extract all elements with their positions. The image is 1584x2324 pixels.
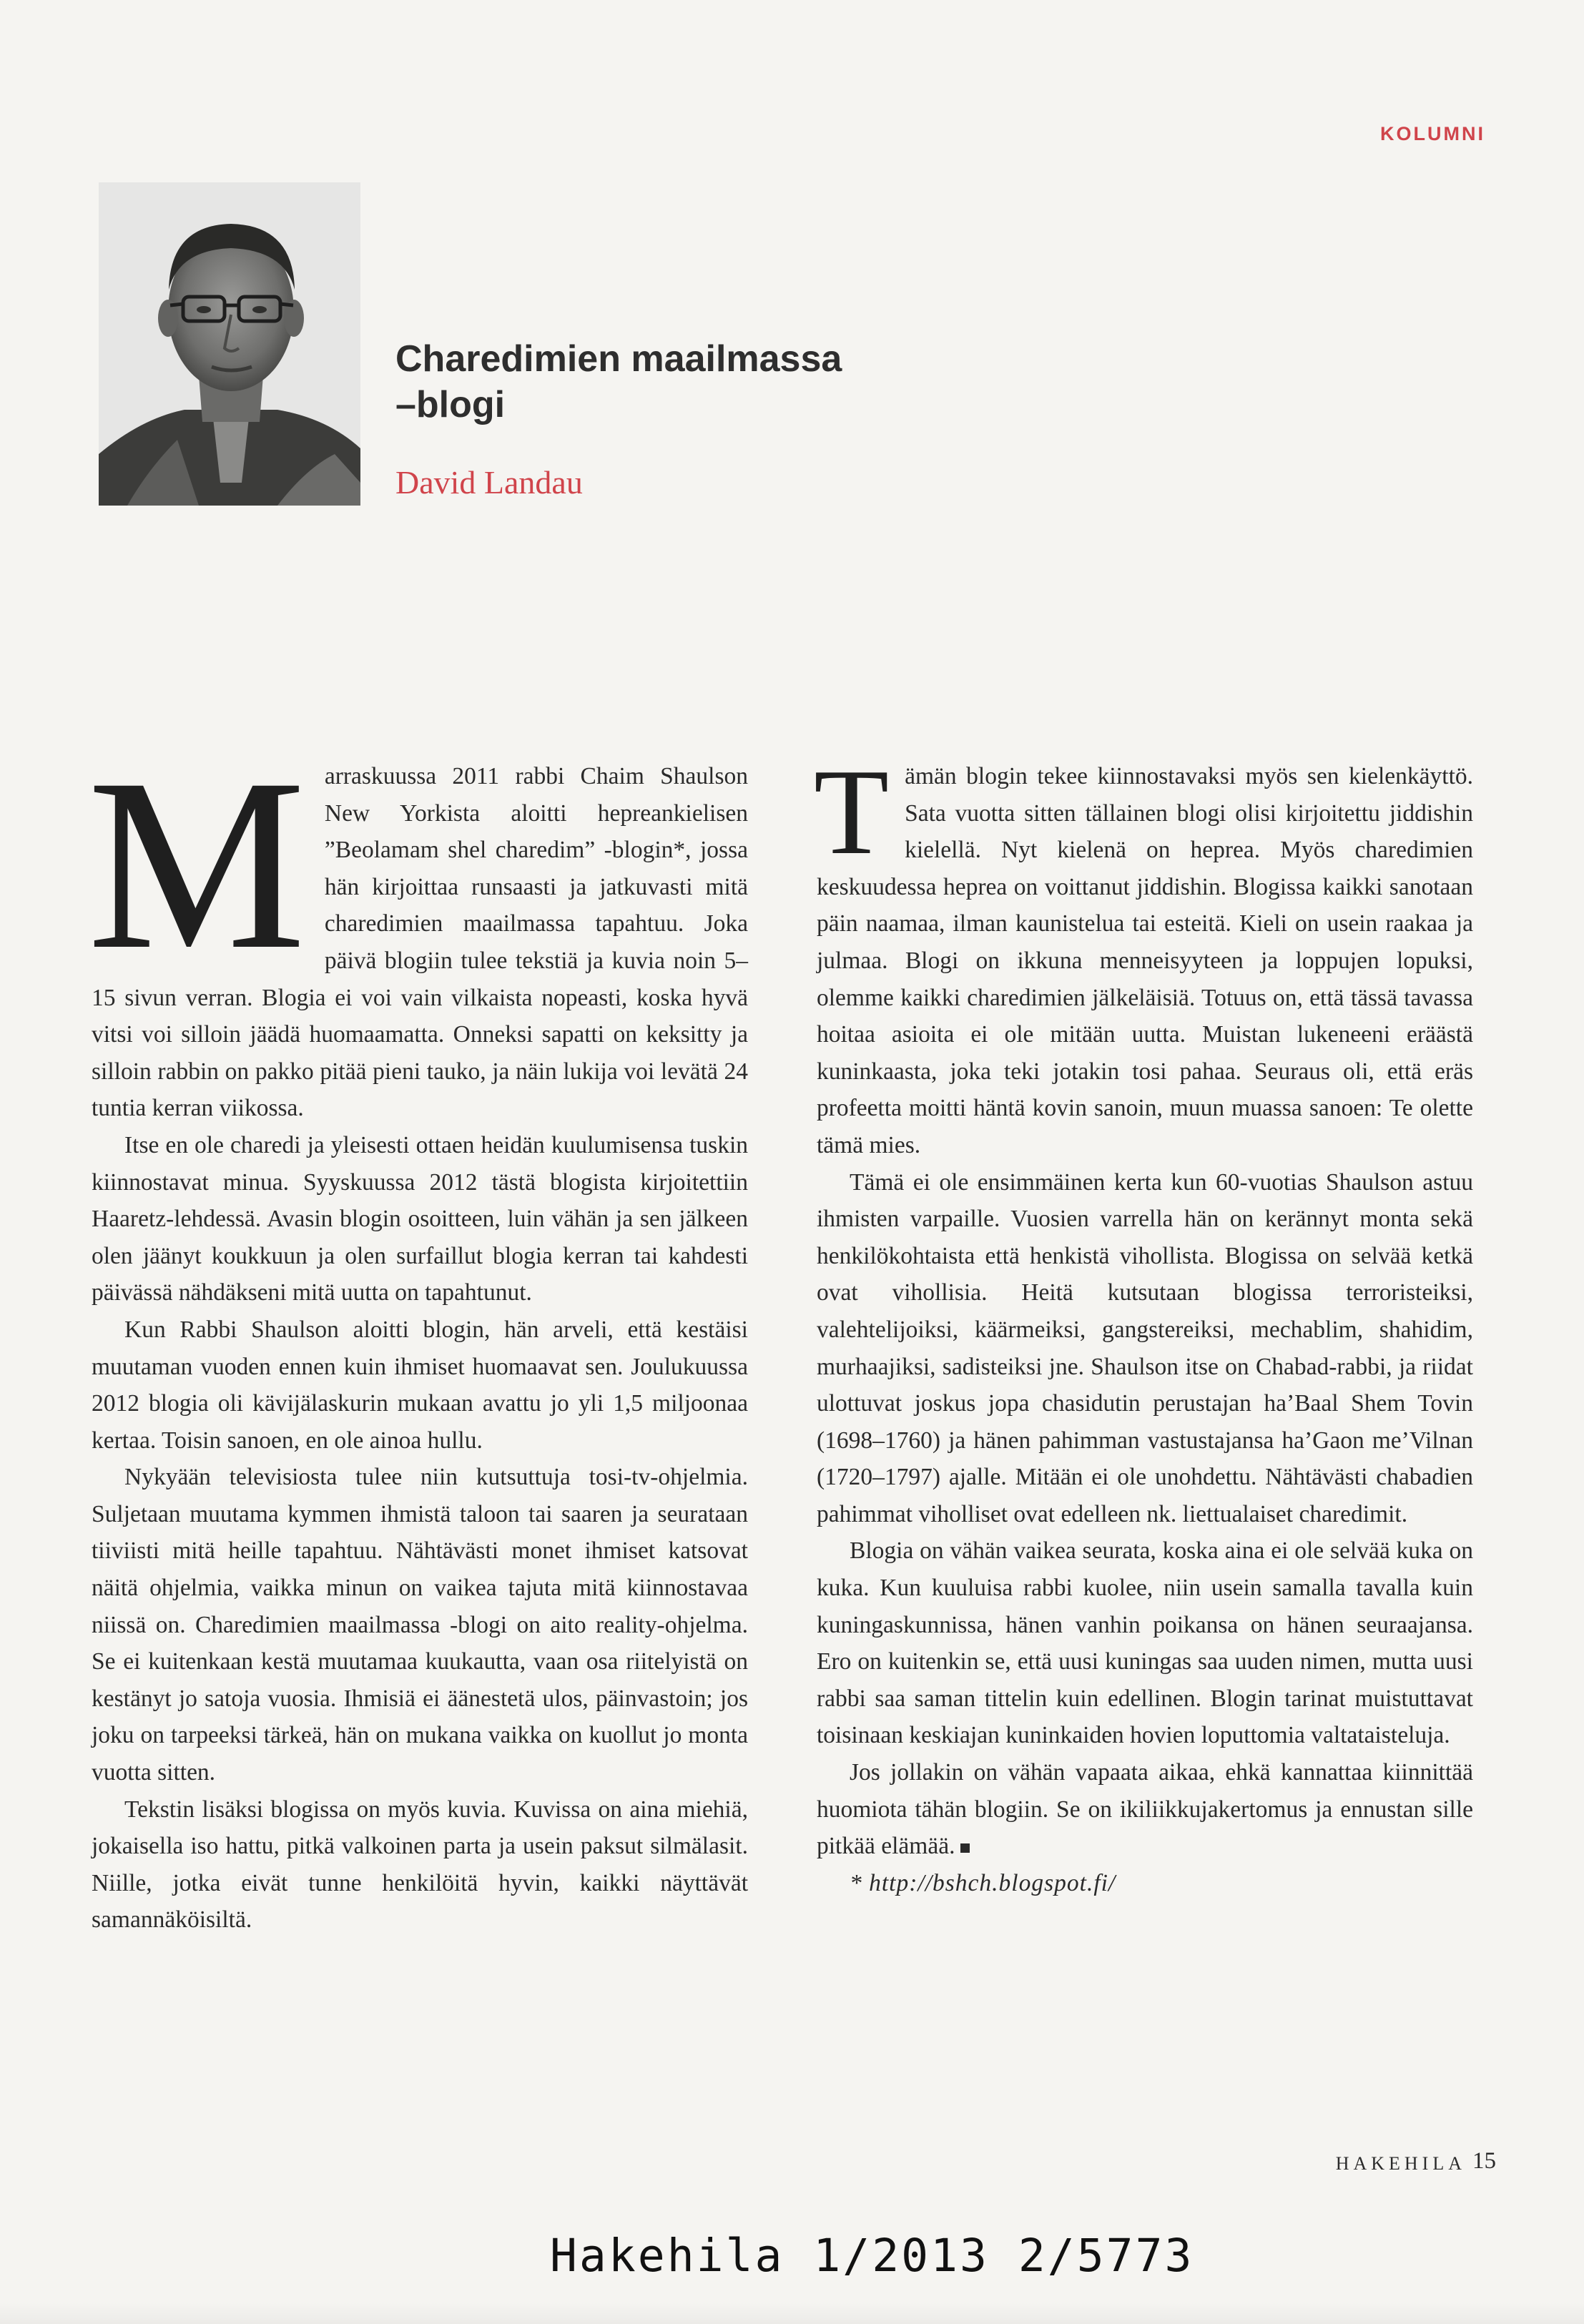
issue-stamp: Hakehila 1/2013 2/5773 [550,2230,1194,2282]
drop-cap: T [814,744,890,880]
author-byline: David Landau [395,464,583,501]
author-photo [99,182,360,506]
article-column-right [814,744,1473,1901]
paragraph-7: Tämä ei ole ensimmäinen kerta kun 60-vuotias Shaulson astuu ihmisten varpaille. Vuosien varrella hän on kerännyt monta sekä henkilökohtaista että henkistä vihollista. Blogissa on selvää ketkä ovat vihollisia. Heitä kutsutaan blogissa terroristeiksi, valehtelijoiksi, käärmeiksi, gangstereiksi, mechablim, shahidim, murhaajiksi, sadisteiksi jne. Shaulson itse on Chabad-rabbi, ja riidat ulottuvat joskus jopa chasidutin perustajan ha’Baal Shem Tovin (1698–1760) ja hänen pahimman vastustajansa ha’Gaon me’Vilnan (1720–1797) ajalle. Mitään ei ole unohdettu. Nähtävästi chabadien pahimmat viholliset ovat edelleen nk. liettualaiset charedimit. [817,1168,1473,1527]
paragraph-3: Kun Rabbi Shaulson aloitti blogin, hän arveli, että kestäisi muutaman vuoden ennen kuin ihmiset huomaavat sen. Joulukuussa 2012 blogia oli kävijälaskurin mukaan avattu jo yli 1,5 miljoonaa kertaa. Toisin sanoen, en ole ainoa hullu. [92,1316,748,1454]
footnote-link: * http://bshch.blogspot.fi/ [850,1869,1116,1896]
paragraph-8: Blogia on vähän vaikea seurata, koska aina ei ole selvää kuka on kuka. Kun kuuluisa rabbi kuolee, niin usein samalla tavalla kuin kuningaskunnissa, hänen vanhin poikansa on hänen seuraajansa. Ero on kuitenkin se, että uusi kuningas saa uuden nimen, mutta uusi rabbi saa saman tittelin kuin edellinen. Blogin tarinat muistuttavat toisinaan keskiajan kuninkaiden hovien loputtomia valtataisteluja. [817,1537,1473,1749]
drop-cap: M [87,728,306,1000]
section-label: KOLUMNI [1380,123,1485,144]
article-headline [395,336,896,428]
footer-page-number: 15 [1472,2148,1496,2174]
page-bottom-edge [0,2303,1584,2324]
article-column-left [87,728,748,1939]
headline-line-1: Charedimien maailmassa [395,338,842,380]
paragraph-5: Tekstin lisäksi blogissa on myös kuvia. Kuvissa on aina miehiä, jokaisella iso hattu, pitkä valkoinen parta ja usein paksut silmälasit. Niille, jotka eivät tunne henkilöitä hyvin, kaikki näyttävät samannäköisiltä. [92,1796,748,1934]
end-of-article-mark [960,1843,970,1853]
paragraph-4: Nykyään televisiosta tulee niin kutsuttuja tosi-tv-ohjelmia. Suljetaan muutama kymmen ihmistä taloon tai saaren ja seurataan tiiviisti mitä heille tapahtuu. Nähtävästi monet ihmiset katsovat näitä ohjelmia, vaikka minun on vaikea tajuta mitä kiinnostavaa niissä on. Charedimien maailmassa -blogi on aito reality-ohjelma. Se ei kuitenkaan kestä muutamaa kuukautta, vaan osa riitelyistä on kestänyt jo satoja vuosia. Ihmisiä ei äänestetä ulos, päinvastoin; jos joku on tarpeeksi tärkeä, hän on mukana vaikka on kuollut jo monta vuotta sitten. [92,1464,748,1786]
headline-line-2: –blogi [395,384,506,425]
paragraph-1 [87,728,748,1127]
paragraph-6 [814,744,1473,1164]
footer-magazine-name: HAKEHILA [1335,2153,1466,2174]
paragraph-text: arraskuussa 2011 rabbi Chaim Shaulson New Yorkista aloitti hepreankielisen ”Beolamam shel charedim” -blogin*, jossa hän kirjoittaa runsaasti ja jatkuvasti mitä charedimien maailmassa tapahtuu. Joka päivä blogiin tulee tekstiä ja kuvia noin 5–15 sivun verran. Blogia ei voi vain vilkaista nopeasti, koska hyvä vitsi voi silloin jäädä huomaamatta. Onneksi sapatti on keksitty ja silloin rabbin on pakko pitää pieni tauko, ja näin lukija voi levätä 24 tuntia kerran viikossa. [92,763,748,1122]
author-portrait-image [99,182,360,506]
paragraph-text: ämän blogin tekee kiinnostavaksi myös sen kielenkäyttö. Sata vuotta sitten tällainen blogi olisi kirjoitettu jiddishin kielellä. Nyt kielenä on heprea. Myös charedimien keskuudessa heprea on voittanut jiddishin. Blogissa kaikki sanotaan päin naamaa, ilman kaunistelua tai esteitä. Kieli on usein raakaa ja julmaa. Blogi on ikkuna menneisyyteen ja loppujen lopuksi, olemme kaikki charedimien jälkeläisiä. Totuus on, että tässä tavassa hoitaa asioita ei ole mitään uutta. Muistan lukeneeni eräästä kuninkaasta, joka teki jotakin tosi pahaa. Seuraus oli, että eräs profeetta moitti häntä kovin sanoin, muun muassa sanoen: Te olette tämä mies. [817,763,1473,1158]
paragraph-9 [817,1754,1473,1865]
paragraph-2: Itse en ole charedi ja yleisesti ottaen heidän kuulumisensa tuskin kiinnostavat minua. Syyskuussa 2012 tästä blogista kirjoitettiin Haaretz-lehdessä. Avasin blogin osoitteen, luin vähän ja sen jälkeen olen jäänyt koukkuun ja olen surfaillut blogia kerran tai kahdesti päivässä nähdäkseni mitä uutta on tapahtunut. [92,1131,748,1306]
paragraph-text: Jos jollakin on vähän vapaata aikaa, ehkä kannattaa kiinnittää huomiota tähän blogiin. Se on ikiliikkujakertomus ja ennustan sille pitkää elämää. [817,1759,1473,1860]
